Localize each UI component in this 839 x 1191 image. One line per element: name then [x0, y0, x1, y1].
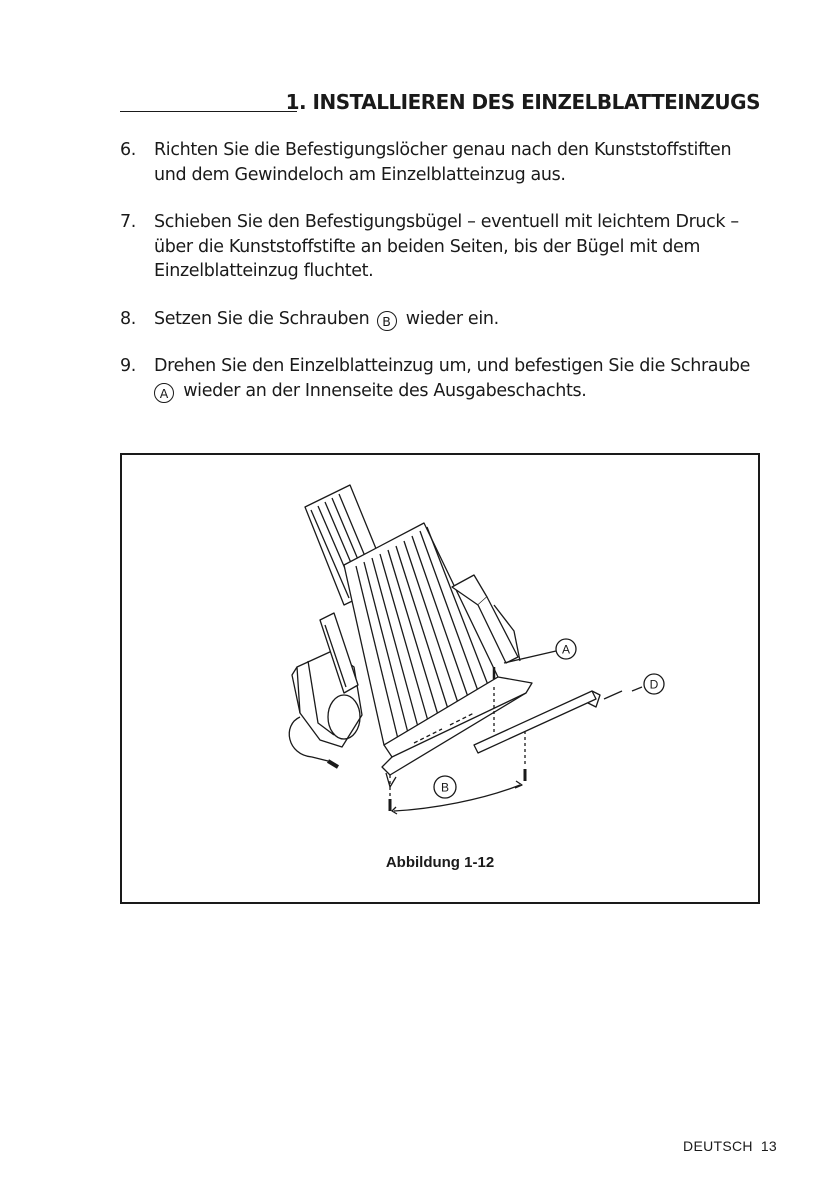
- callout-a-label: A: [561, 642, 571, 657]
- figure-caption: Abbildung 1-12: [385, 854, 495, 871]
- step-text-line: über die Kunststoffstifte an beiden Seiten, bis der Bügel mit dem: [154, 236, 701, 257]
- step-text-line: Einzelblatteinzug fluchtet.: [154, 261, 374, 281]
- section-header: [120, 88, 760, 118]
- step-8: [120, 307, 770, 332]
- step-number: 8.: [120, 308, 136, 329]
- page-number: 13: [760, 1138, 777, 1154]
- step-text: wieder an der Innenseite des Ausgabeschachts.: [183, 380, 587, 401]
- sheet-feeder-illustration: [122, 455, 758, 902]
- motor-housing: [292, 613, 362, 747]
- step-text-line: Richten Sie die Befestigungslöcher genau nach den Kunststoffstiften: [154, 140, 732, 160]
- page-footer: [683, 1138, 777, 1154]
- screw-a-marker: A: [154, 383, 174, 403]
- step-9: [120, 354, 770, 403]
- section-title: 1. INSTALLIEREN DES EINZELBLATTEINZUGS: [285, 90, 760, 114]
- callout-b-label: B: [440, 780, 450, 795]
- screw-b-marker: B: [377, 311, 397, 331]
- header-rule: [120, 111, 297, 112]
- callout-d-label: D: [649, 677, 659, 692]
- step-text-line: Drehen Sie den Einzelblatteinzug um, und befestigen Sie die Schraube: [154, 356, 751, 376]
- step-text-line: und dem Gewindeloch am Einzelblatteinzug aus.: [154, 164, 566, 185]
- step-text: Setzen Sie die Schrauben: [154, 308, 370, 329]
- step-text: wieder ein.: [405, 308, 499, 329]
- step-7: [120, 210, 770, 284]
- step-6: [120, 138, 770, 187]
- figure-frame: [120, 453, 760, 904]
- step-number: 6.: [120, 140, 136, 160]
- step-number: 7.: [120, 212, 136, 232]
- instruction-list: [120, 138, 770, 426]
- step-number: 9.: [120, 356, 136, 376]
- footer-language: DEUTSCH: [683, 1138, 753, 1154]
- step-text-line: Schieben Sie den Befestigungsbügel – eventuell mit leichtem Druck –: [154, 212, 739, 232]
